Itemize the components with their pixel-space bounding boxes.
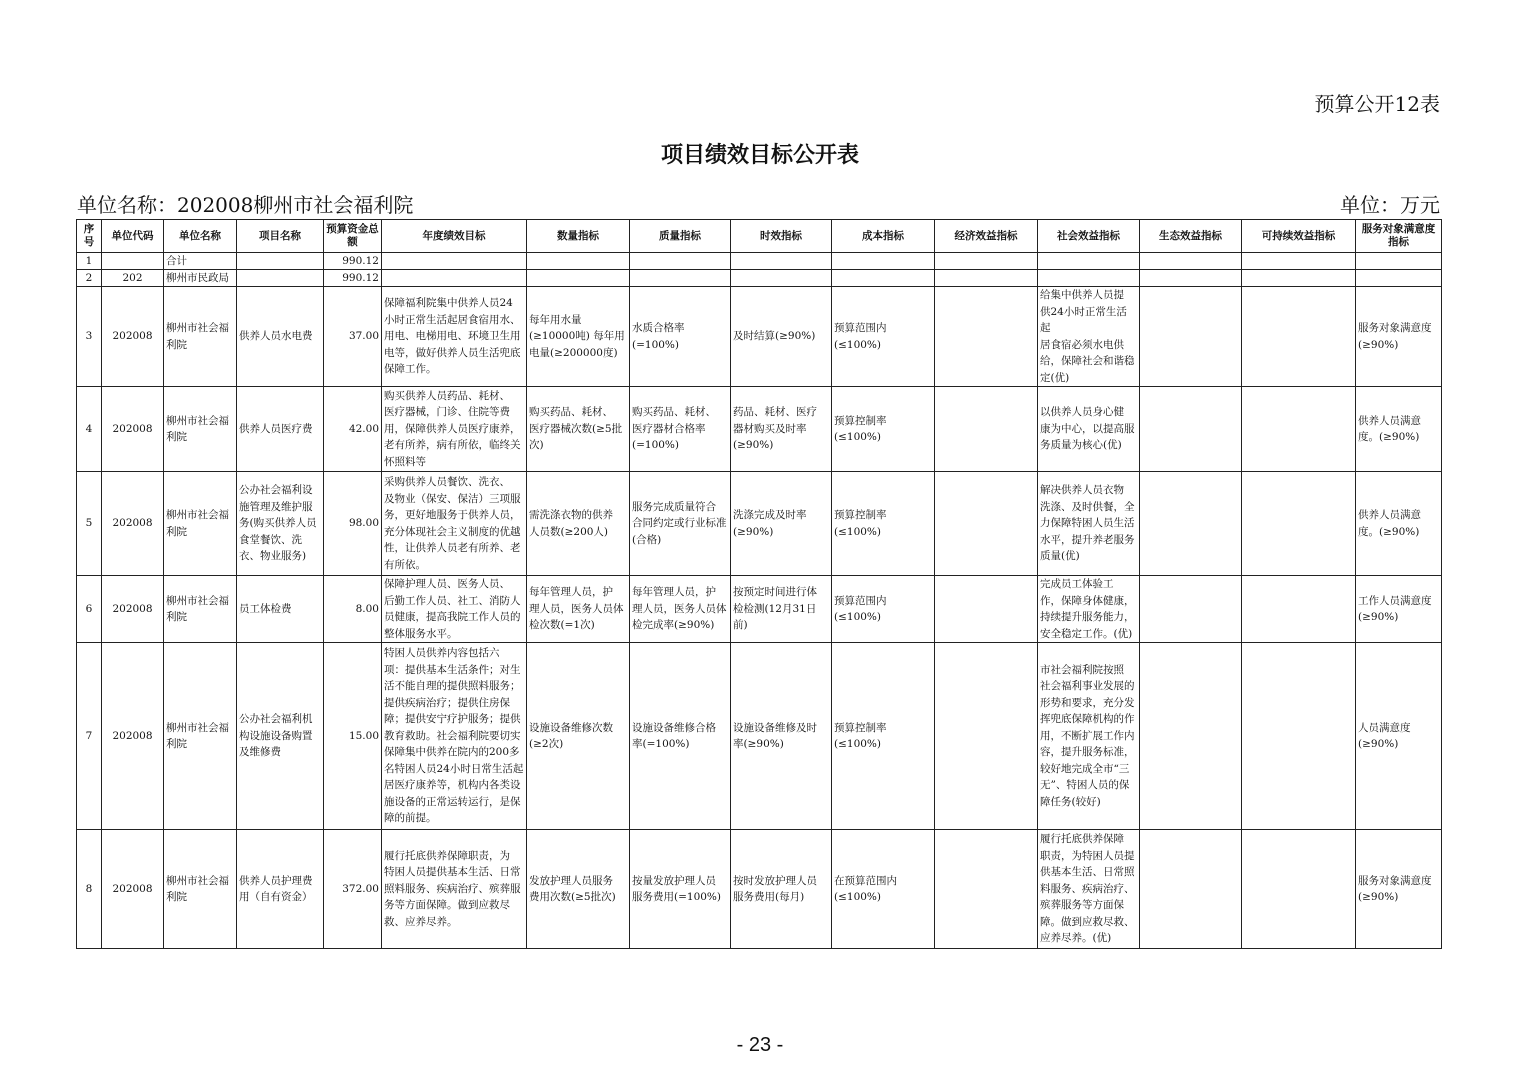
row-number-cell: 6: [77, 576, 102, 643]
quantity-indicator-cell: 每年管理人员，护 理人员，医务人员体 检次数(=1次): [527, 576, 630, 643]
unit-code-cell: [102, 253, 164, 270]
sustainability-cell: [1242, 253, 1356, 270]
table-row: [77, 387, 1442, 472]
project-name-cell: 供养人员护理费 用（自有资金）: [237, 830, 324, 949]
unit-name-label: 单位名称：202008柳州市社会福利院: [77, 193, 414, 217]
economic-benefit-cell: [935, 576, 1038, 643]
unit-code-cell: 202008: [102, 387, 164, 472]
header-cell: 生态效益指标: [1140, 220, 1242, 253]
row-number-cell: 5: [77, 472, 102, 576]
quality-indicator-cell: [630, 270, 731, 287]
social-benefit-cell: 市社会福利院按照 社会福利事业发展的 形势和要求，充分发 挥兜底保障机构的作 用，不断扩展工作内 容，提升服务标准， 较好地完成全市“三 无”、特困人员的保 障任务(较好): [1038, 643, 1140, 830]
header-cell: 序号: [77, 220, 102, 253]
timeliness-indicator-cell: 药品、耗材、医疗 器材购买及时率 (≥90%): [731, 387, 832, 472]
economic-benefit-cell: [935, 643, 1038, 830]
ecological-benefit-cell: [1140, 287, 1242, 387]
economic-benefit-cell: [935, 472, 1038, 576]
unit-name-cell: 柳州市民政局: [164, 270, 237, 287]
row-number-cell: 4: [77, 387, 102, 472]
unit-code-cell: 202: [102, 270, 164, 287]
cost-indicator-cell: [832, 270, 935, 287]
budget-amount-cell: 98.00: [324, 472, 382, 576]
unit-name-cell: 合计: [164, 253, 237, 270]
table-row: [77, 472, 1442, 576]
economic-benefit-cell: [935, 287, 1038, 387]
project-name-cell: 员工体检费: [237, 576, 324, 643]
cost-indicator-cell: 预算范围内 (≤100%): [832, 287, 935, 387]
header-cell: 单位代码: [102, 220, 164, 253]
quality-indicator-cell: 设施设备维修合格 率(=100%): [630, 643, 731, 830]
unit-name-cell: 柳州市社会福 利院: [164, 830, 237, 949]
satisfaction-cell: 人员满意度 (≥90%): [1356, 643, 1442, 830]
ecological-benefit-cell: [1140, 830, 1242, 949]
header-cell: 年度绩效目标: [382, 220, 527, 253]
sustainability-cell: [1242, 830, 1356, 949]
row-number-cell: 7: [77, 643, 102, 830]
header-cell: 项目名称: [237, 220, 324, 253]
budget-amount-cell: 42.00: [324, 387, 382, 472]
sustainability-cell: [1242, 387, 1356, 472]
social-benefit-cell: [1038, 270, 1140, 287]
project-name-cell: 供养人员水电费: [237, 287, 324, 387]
social-benefit-cell: 以供养人员身心健 康为中心，以提高服 务质量为核心(优): [1038, 387, 1140, 472]
quantity-indicator-cell: 购买药品、耗材、 医疗器械次数(≥5批 次): [527, 387, 630, 472]
cost-indicator-cell: 预算控制率 (≤100%): [832, 387, 935, 472]
project-name-cell: 公办社会福利设 施管理及维护服 务(购买供养人员 食堂餐饮、洗 衣、物业服务): [237, 472, 324, 576]
annual-goal-cell: 履行托底供养保障职责，为 特困人员提供基本生活、日常 照料服务、疾病治疗、殡葬服 务等方面保障。做到应救尽 救、应养尽养。: [382, 830, 527, 949]
currency-unit-label: 单位：万元: [1340, 193, 1440, 217]
header-cell: 可持续效益指标: [1242, 220, 1356, 253]
budget-amount-cell: 372.00: [324, 830, 382, 949]
unit-name-cell: 柳州市社会福 利院: [164, 643, 237, 830]
sustainability-cell: [1242, 472, 1356, 576]
cost-indicator-cell: 预算范围内 (≤100%): [832, 576, 935, 643]
ecological-benefit-cell: [1140, 576, 1242, 643]
row-number-cell: 3: [77, 287, 102, 387]
annual-goal-cell: 采购供养人员餐饮、洗衣、 及物业（保安、保洁）三项服 务，更好地服务于供养人员， 充分体现社会主义制度的优越 性，让供养人员老有所养、老 有所依。: [382, 472, 527, 576]
project-name-cell: 公办社会福利机 构设施设备购置 及维修费: [237, 643, 324, 830]
sustainability-cell: [1242, 287, 1356, 387]
unit-name-cell: 柳州市社会福 利院: [164, 287, 237, 387]
table-row: [77, 830, 1442, 949]
sustainability-cell: [1242, 270, 1356, 287]
annual-goal-cell: [382, 270, 527, 287]
quantity-indicator-cell: 发放护理人员服务 费用次数(≥5批次): [527, 830, 630, 949]
social-benefit-cell: 履行托底供养保障 职责，为特困人员提 供基本生活、日常照 料服务、疾病治疗、 殡葬服务等方面保 障。做到应救尽救、 应养尽养。(优): [1038, 830, 1140, 949]
social-benefit-cell: 解决供养人员衣物 洗涤、及时供餐，全 力保障特困人员生活 水平，提升养老服务 质量(优): [1038, 472, 1140, 576]
timeliness-indicator-cell: [731, 270, 832, 287]
header-cell: 成本指标: [832, 220, 935, 253]
quantity-indicator-cell: 每年用水量 (≥10000吨) 每年用 电量(≥200000度): [527, 287, 630, 387]
header-cell: 时效指标: [731, 220, 832, 253]
social-benefit-cell: 给集中供养人员提 供24小时正常生活起 居食宿必须水电供 给，保障社会和谐稳 定(优): [1038, 287, 1140, 387]
cost-indicator-cell: [832, 253, 935, 270]
unit-code-cell: 202008: [102, 287, 164, 387]
quantity-indicator-cell: 需洗涤衣物的供养 人员数(≥200人): [527, 472, 630, 576]
header-cell: 经济效益指标: [935, 220, 1038, 253]
page-title: 项目绩效目标公开表: [660, 143, 859, 168]
social-benefit-cell: 完成员工体验工 作，保障身体健康， 持续提升服务能力， 安全稳定工作。(优): [1038, 576, 1140, 643]
unit-code-cell: 202008: [102, 643, 164, 830]
cost-indicator-cell: 预算控制率 (≤100%): [832, 643, 935, 830]
quality-indicator-cell: 水质合格率 (=100%): [630, 287, 731, 387]
quality-indicator-cell: 每年管理人员，护 理人员，医务人员体 检完成率(≥90%): [630, 576, 731, 643]
cost-indicator-cell: 预算控制率 (≤100%): [832, 472, 935, 576]
header-cell: 社会效益指标: [1038, 220, 1140, 253]
satisfaction-cell: 服务对象满意度 (≥90%): [1356, 830, 1442, 949]
sustainability-cell: [1242, 576, 1356, 643]
quality-indicator-cell: [630, 253, 731, 270]
satisfaction-cell: 供养人员满意 度。(≥90%): [1356, 472, 1442, 576]
sustainability-cell: [1242, 643, 1356, 830]
annual-goal-cell: 特困人员供养内容包括六 项：提供基本生活条件；对生 活不能自理的提供照料服务； 提供疾病治疗；提供住房保 障；提供安宁疗护服务；提供 教育救助。社会福利院要切实 保障集中供养在院内的200多 名特困人员24小时日常生活起 居医疗康养等，机构内各类设 施设备的正常运转运行，是保 障的前提。: [382, 643, 527, 830]
annual-goal-cell: 保障福利院集中供养人员24 小时正常生活起居食宿用水、 用电、电梯用电、环境卫生用 电等，做好供养人员生活兜底 保障工作。: [382, 287, 527, 387]
budget-amount-cell: 37.00: [324, 287, 382, 387]
table-row: [77, 270, 1442, 287]
timeliness-indicator-cell: 按预定时间进行体 检检测(12月31日前): [731, 576, 832, 643]
header-cell: 质量指标: [630, 220, 731, 253]
unit-code-cell: 202008: [102, 576, 164, 643]
project-name-cell: 供养人员医疗费: [237, 387, 324, 472]
unit-code-cell: 202008: [102, 472, 164, 576]
project-name-cell: [237, 270, 324, 287]
timeliness-indicator-cell: 洗涤完成及时率 (≥90%): [731, 472, 832, 576]
unit-code-cell: 202008: [102, 830, 164, 949]
cost-indicator-cell: 在预算范围内 (≤100%): [832, 830, 935, 949]
annual-goal-cell: [382, 253, 527, 270]
economic-benefit-cell: [935, 253, 1038, 270]
table-row: [77, 576, 1442, 643]
economic-benefit-cell: [935, 270, 1038, 287]
unit-name-cell: 柳州市社会福 利院: [164, 576, 237, 643]
header-cell: 预算资金总额: [324, 220, 382, 253]
timeliness-indicator-cell: 及时结算(≥90%): [731, 287, 832, 387]
performance-table: [76, 219, 1442, 949]
satisfaction-cell: 工作人员满意度 (≥90%): [1356, 576, 1442, 643]
timeliness-indicator-cell: 按时发放护理人员 服务费用(每月): [731, 830, 832, 949]
row-number-cell: 2: [77, 270, 102, 287]
table-header-row: [77, 220, 1442, 253]
satisfaction-cell: [1356, 253, 1442, 270]
annual-goal-cell: 保障护理人员、医务人员、 后勤工作人员、社工、消防人 员健康，提高我院工作人员的 整体服务水平。: [382, 576, 527, 643]
economic-benefit-cell: [935, 387, 1038, 472]
timeliness-indicator-cell: 设施设备维修及时 率(≥90%): [731, 643, 832, 830]
header-cell: 服务对象满意度指标: [1356, 220, 1442, 253]
unit-name-cell: 柳州市社会福 利院: [164, 387, 237, 472]
table-number-label: 预算公开12表: [1314, 92, 1440, 116]
unit-name-cell: 柳州市社会福 利院: [164, 472, 237, 576]
ecological-benefit-cell: [1140, 253, 1242, 270]
quantity-indicator-cell: [527, 270, 630, 287]
budget-amount-cell: 8.00: [324, 576, 382, 643]
page-number: - 23 -: [736, 1034, 784, 1056]
table-row: [77, 643, 1442, 830]
row-number-cell: 1: [77, 253, 102, 270]
economic-benefit-cell: [935, 830, 1038, 949]
ecological-benefit-cell: [1140, 270, 1242, 287]
header-cell: 数量指标: [527, 220, 630, 253]
budget-amount-cell: 990.12: [324, 253, 382, 270]
ecological-benefit-cell: [1140, 387, 1242, 472]
timeliness-indicator-cell: [731, 253, 832, 270]
quality-indicator-cell: 按量发放护理人员 服务费用(=100%): [630, 830, 731, 949]
budget-amount-cell: 15.00: [324, 643, 382, 830]
quality-indicator-cell: 服务完成质量符合 合同约定或行业标准 (合格): [630, 472, 731, 576]
ecological-benefit-cell: [1140, 643, 1242, 830]
annual-goal-cell: 购买供养人员药品、耗材、 医疗器械，门诊、住院等费 用，保障供养人员医疗康养， 老有所养，病有所依，临终关 怀照料等: [382, 387, 527, 472]
row-number-cell: 8: [77, 830, 102, 949]
satisfaction-cell: 供养人员满意 度。(≥90%): [1356, 387, 1442, 472]
social-benefit-cell: [1038, 253, 1140, 270]
header-cell: 单位名称: [164, 220, 237, 253]
project-name-cell: [237, 253, 324, 270]
satisfaction-cell: 服务对象满意度 (≥90%): [1356, 287, 1442, 387]
quality-indicator-cell: 购买药品、耗材、 医疗器材合格率 (=100%): [630, 387, 731, 472]
quantity-indicator-cell: [527, 253, 630, 270]
quantity-indicator-cell: 设施设备维修次数 (≥2次): [527, 643, 630, 830]
table-row: [77, 287, 1442, 387]
satisfaction-cell: [1356, 270, 1442, 287]
table-row: [77, 253, 1442, 270]
budget-amount-cell: 990.12: [324, 270, 382, 287]
ecological-benefit-cell: [1140, 472, 1242, 576]
